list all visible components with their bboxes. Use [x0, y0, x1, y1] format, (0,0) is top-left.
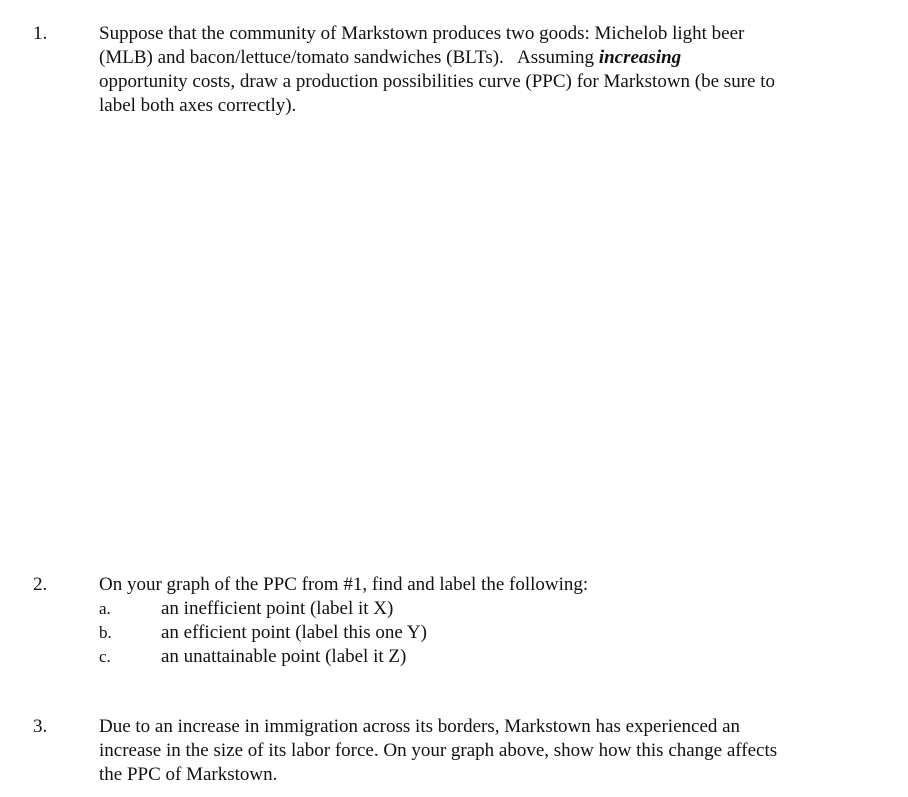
question-text [99, 22, 859, 118]
text-line: increase in the size of its labor force. On your graph above, show how this change affects [99, 740, 778, 761]
question-number: 3. [33, 716, 48, 737]
question-number: 2. [33, 574, 48, 595]
question-text [99, 715, 859, 787]
sub-question-text: an efficient point (label this one Y) [161, 622, 427, 643]
question-number: 1. [33, 23, 48, 44]
text-line: On your graph of the PPC from #1, find and label the following: [99, 574, 589, 595]
question-text [99, 573, 859, 597]
text-line: Due to an increase in immigration across its borders, Markstown has experienced an [99, 716, 741, 737]
sub-question-letter: c. [99, 647, 111, 666]
sub-question-letter: b. [99, 623, 112, 642]
emphasized-word: increasing [598, 47, 682, 68]
sub-question-text: an inefficient point (label it X) [161, 598, 394, 619]
text-line: Suppose that the community of Markstown produces two goods: Michelob light beer [99, 23, 745, 44]
sub-question-letter: a. [99, 599, 111, 618]
text-line: opportunity costs, draw a production possibilities curve (PPC) for Markstown (be sure to [99, 71, 775, 92]
sub-question-a [99, 597, 799, 621]
sub-question-b [99, 621, 799, 645]
sub-question-list [99, 597, 799, 669]
sub-question-text: an unattainable point (label it Z) [161, 646, 407, 667]
text-line: (MLB) and bacon/lettuce/tomato sandwiches (BLTs). Assuming increasing [99, 47, 682, 68]
text-line: label both axes correctly). [99, 95, 297, 116]
text-line: the PPC of Markstown. [99, 764, 278, 785]
sub-question-c [99, 645, 799, 669]
